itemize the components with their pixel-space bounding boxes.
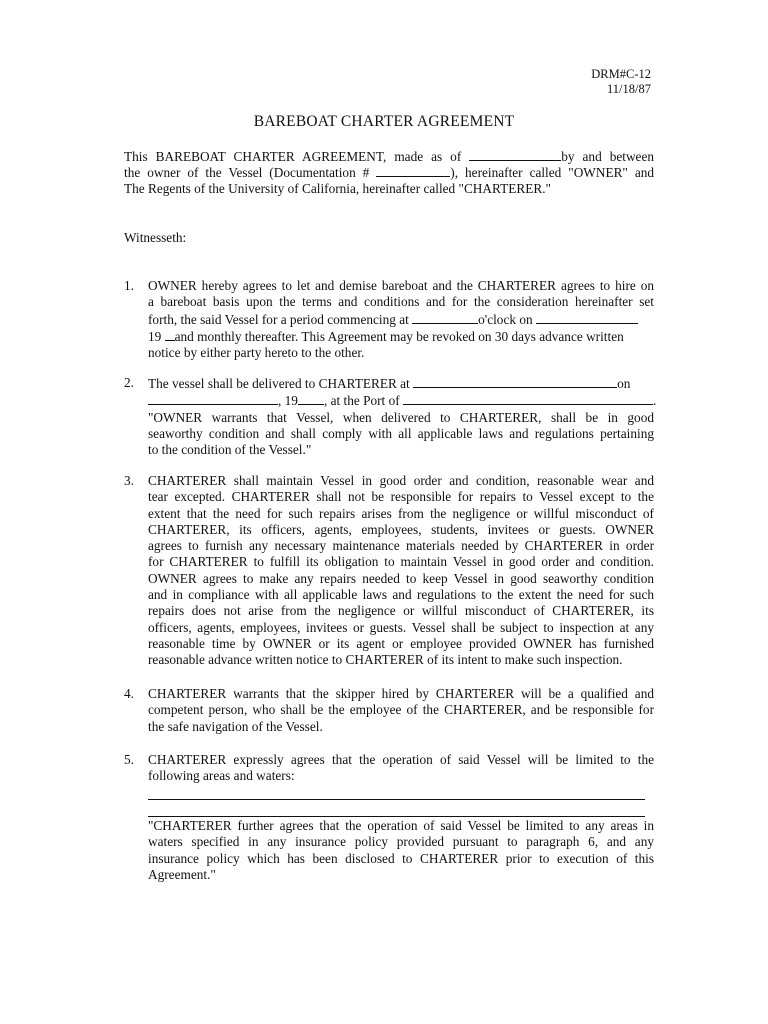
intro-line-1: This BAREBOAT CHARTER AGREEMENT, made as of by and between	[124, 149, 655, 164]
intro-line-2: the owner of the Vessel (Documentation # ), hereinafter called "OWNER" and	[124, 165, 655, 181]
document-reference	[591, 67, 651, 97]
delivery-date-blank[interactable]	[148, 392, 278, 405]
section-number: 1.	[124, 278, 134, 293]
section-number: 5.	[124, 752, 134, 767]
section-body: The vessel shall be delivered to CHARTERER at on , 19 , at the Port of . "OWNER warrants that Vessel, when delivered to CHARTERER, shall be in good seaworthy condition and shall comply with all applicable laws and regulations pertaining to the condition of the Vessel."	[148, 376, 657, 458]
document-date: 11/18/87	[607, 82, 651, 96]
section-body: CHARTERER shall maintain Vessel in good order and condition, reasonable wear and tear excepted. CHARTERER shall not be responsible for repairs to Vessel except to the extent that the need for such repairs arises from the negligence or willful misconduct of CHARTERER, its officers, agents, employees, students, invitees or guests. OWNER agrees to furnish any necessary maintenance materials needed by CHARTERER in order for CHARTERER to fulfill its obligation to maintain Vessel in good order and condition. OWNER agrees to make any repairs needed to keep Vessel in good seaworthy condition and in compliance with all applicable laws and regulations to the extent the need for such repairs does not arise from the negligence or willful misconduct of CHARTERER, its officers, agents, employees, invitees or guests. Vessel shall be subject to inspection at any reasonable time by OWNER or its agent or employee provided OWNER has furnished reasonable advance written notice to CHARTERER of its intent to make such inspection.	[148, 473, 654, 668]
section-number: 4.	[124, 686, 134, 701]
date-blank[interactable]	[469, 148, 561, 161]
start-time-blank[interactable]	[412, 311, 478, 324]
areas-blank-line-1[interactable]	[148, 799, 645, 800]
witnesseth: Witnesseth:	[124, 230, 187, 245]
port-blank[interactable]	[403, 392, 653, 405]
section-number: 2.	[124, 375, 134, 390]
intro-line-3: The Regents of the University of California, hereinafter called "CHARTERER."	[124, 180, 551, 196]
section-body: OWNER hereby agrees to let and demise bareboat and the CHARTERER agrees to hire on a bareboat basis upon the terms and conditions and for the consideration hereinafter set forth, the said Vessel for a period commencing at o'clock on 19 and monthly thereafter. This Agreement may be revoked on 30 days advance written notice by either party hereto to the other.	[148, 278, 654, 361]
areas-blank-line-2[interactable]	[148, 816, 645, 817]
section-number: 3.	[124, 473, 134, 488]
document-title: BAREBOAT CHARTER AGREEMENT	[253, 113, 515, 130]
start-date-blank[interactable]	[536, 311, 638, 324]
documentation-number-blank[interactable]	[376, 164, 450, 177]
section-body: CHARTERER warrants that the skipper hired by CHARTERER will be a qualified and competent person, who shall be the employee of the CHARTERER, and be responsible for the safe navigation of the Vessel.	[148, 686, 654, 734]
intro-paragraph	[124, 148, 654, 197]
delivery-location-blank[interactable]	[413, 375, 617, 388]
year-blank[interactable]	[165, 328, 175, 341]
section-body: CHARTERER expressly agrees that the operation of said Vessel will be limited to the following areas and waters:	[148, 752, 654, 784]
quote-body: "CHARTERER further agrees that the operation of said Vessel be limited to any areas in waters specified in any insurance policy provided pursuant to paragraph 6, and any insurance policy which has been disclosed to CHARTERER prior to execution of this Agreement."	[148, 818, 654, 882]
delivery-year-blank[interactable]	[298, 392, 324, 405]
document-number: DRM#C-12	[591, 67, 651, 81]
